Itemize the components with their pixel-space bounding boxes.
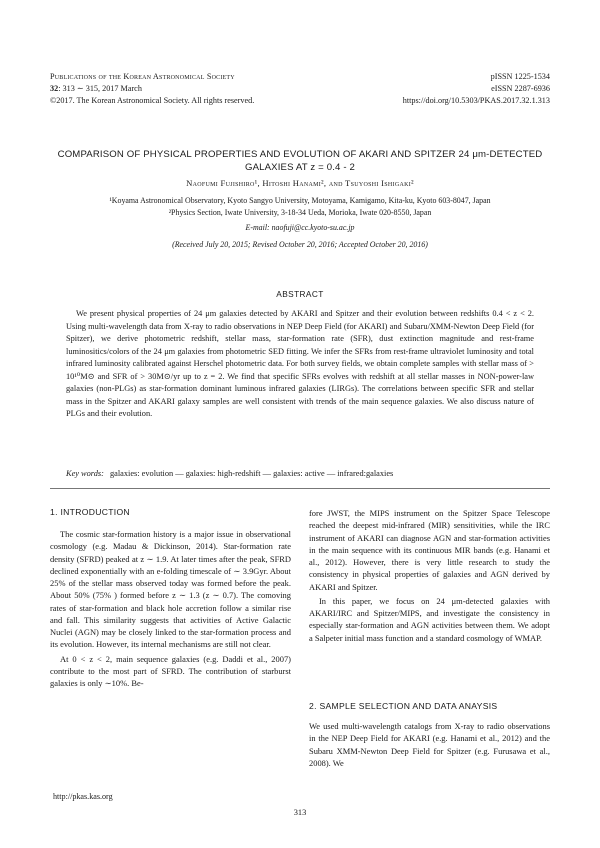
right-column-section-2 <box>309 720 550 769</box>
volume-line <box>50 83 350 95</box>
author-email[interactable]: E-mail: naofuji@cc.kyoto-su.ac.jp <box>245 223 355 232</box>
affiliation-1: ¹Koyama Astronomical Observatory, Kyoto Sangyo University, Motoyama, Kamigamo, Kita-ku, Kyoto 603-8047, Japan <box>109 196 491 205</box>
title-line-2: GALAXIES AT z = 0.4 - 2 <box>244 162 355 173</box>
intro-paragraph-2-start: At 0 < z < 2, main sequence galaxies (e.g. Daddi et al., 2007) contribute to the most part of SFRD. The contribution of starburst galaxies is only ∼10%. Be- <box>50 653 291 688</box>
intro-paragraph-3: In this paper, we focus on 24 μm-detected galaxies with AKARI/IRC and Spitzer/MIPS, and investigate the consistency in especially star-formation and AGN activities between them. We adopt a Salpeter initial mass function and a standard cosmology of WMAP. <box>309 595 550 643</box>
intro-paragraph-2-continued: fore JWST, the MIPS instrument on the Spitzer Space Telescope reached the deepest mid-infrared (MIR) sensitivities, while the IRC instrument of AKARI can diagnose AGN and star-formation activities in the main sequence with its continuous MIR bands (e.g. Hanami et al., 2012). However, there is very little research to study the consistency in physical properties of galaxies and AGN derived by AKARI and Spitzer. <box>309 508 550 592</box>
pissn: pISSN 1225-1534 <box>490 72 550 81</box>
volume-number: 32 <box>50 84 59 93</box>
right-column <box>309 507 550 644</box>
keywords-list: galaxies: evolution — galaxies: high-redshift — galaxies: active — infrared:galaxies <box>109 469 394 478</box>
keywords-label: Key words: <box>66 469 104 478</box>
title-line-1: COMPARISON OF PHYSICAL PROPERTIES AND EVOLUTION OF AKARI AND SPITZER 24 μm-DETECTED <box>57 149 543 160</box>
running-header-left <box>50 71 350 107</box>
doi-link[interactable]: https://doi.org/10.5303/PKAS.2017.32.1.313 <box>402 96 550 105</box>
section-heading-introduction: 1. INTRODUCTION <box>50 507 130 517</box>
affiliation-2: ²Physics Section, Iwate University, 3-18-34 Ueda, Morioka, Iwate 020-8550, Japan <box>168 207 432 217</box>
received-dates: (Received July 20, 2015; Revised October 20, 2016; Accepted October 20, 2016) <box>172 240 428 249</box>
eissn: eISSN 2287-6936 <box>491 84 550 93</box>
keywords <box>66 468 534 480</box>
footnote-url[interactable]: http://pkas.kas.org <box>53 792 113 801</box>
sample-paragraph-1: We used multi-wavelength catalogs from X-ray to radio observations in the NEP Deep Field for AKARI (e.g. Hanami et al., 2012) and the Subaru XMM-Newton Deep Field for Spitzer (e.g. Furusawa et al., 2008). We <box>309 721 550 768</box>
intro-paragraph-1: The cosmic star-formation history is a major issue in observational cosmology (e.g. Madau & Dickinson, 2014). Star-formation rate density (SFRD) peaked at z ∼ 1.9. At later times after the peak, SFRD declined exponentially with an e-folding timescale of ∼ 3.9Gyr. About 25% of the stellar mass observed today was formed before the peak. About 50% (75% ) formed before z ∼ 1.3 (z ∼ 0.7). The comoving rates of star-formation and black hole accretion follow a similar rise and fall. This similarity suggests that activities of Active Galactic Nuclei (AGN) may be closely linked to the star-formation process and its evolution. However, its internal mechanisms are still not clear. <box>50 529 291 650</box>
paper-title <box>40 148 560 174</box>
affiliations <box>40 195 560 218</box>
journal-name: Publications of the Korean Astronomical Society <box>50 72 235 81</box>
copyright: ©2017. The Korean Astronomical Society. All rights reserved. <box>50 96 255 105</box>
authors: Naofumi Fujishiro¹, Hitoshi Hanami², and Tsuyoshi Ishigaki² <box>186 178 414 188</box>
abstract-text: We present physical properties of 24 μm galaxies detected by AKARI and Spitzer and their evolution between redshifts 0.4 < z < 2. Using multi-wavelength data from X-ray to radio observations in NEP Deep Field (for AKARI) and Subaru/XMM-Newton Deep Field (for Spitzer), we derive photometric redshift, stellar mass, star-formation rate (SFR), dust extinction magnitude and rest-frame luminositics/colors of the 24 μm galaxies from photometric SED fitting. We infer the SFRs from rest-frame ultraviolet luminosity and total infrared luminosity calibrated against Herschel photometric data. For both survey fields, we obtain complete samples with stellar mass of > 10¹⁰M⊙ and SFR of > 30M⊙/yr up to z = 2. We find that specific SFRs evolves with redshift at all stellar masses in NON-power-law galaxies (non-PLGs) as star-formation dominant luminous infrared galaxies (LIRGs). The correlations between specific SFR and stellar mass in the Spitzer and AKARI galaxy samples are well consistent with trends of the main sequence galaxies. We also discuss nature of PLGs and their evolution. <box>66 309 534 419</box>
section-heading-sample-selection: 2. SAMPLE SELECTION AND DATA ANAYSIS <box>309 701 498 711</box>
abstract-heading: ABSTRACT <box>276 289 324 299</box>
page-number: 313 <box>293 808 307 817</box>
divider <box>50 488 550 489</box>
left-column <box>50 528 291 689</box>
pages-date: : 313 ∼ 315, 2017 March <box>58 84 142 93</box>
running-header-right <box>330 71 550 107</box>
